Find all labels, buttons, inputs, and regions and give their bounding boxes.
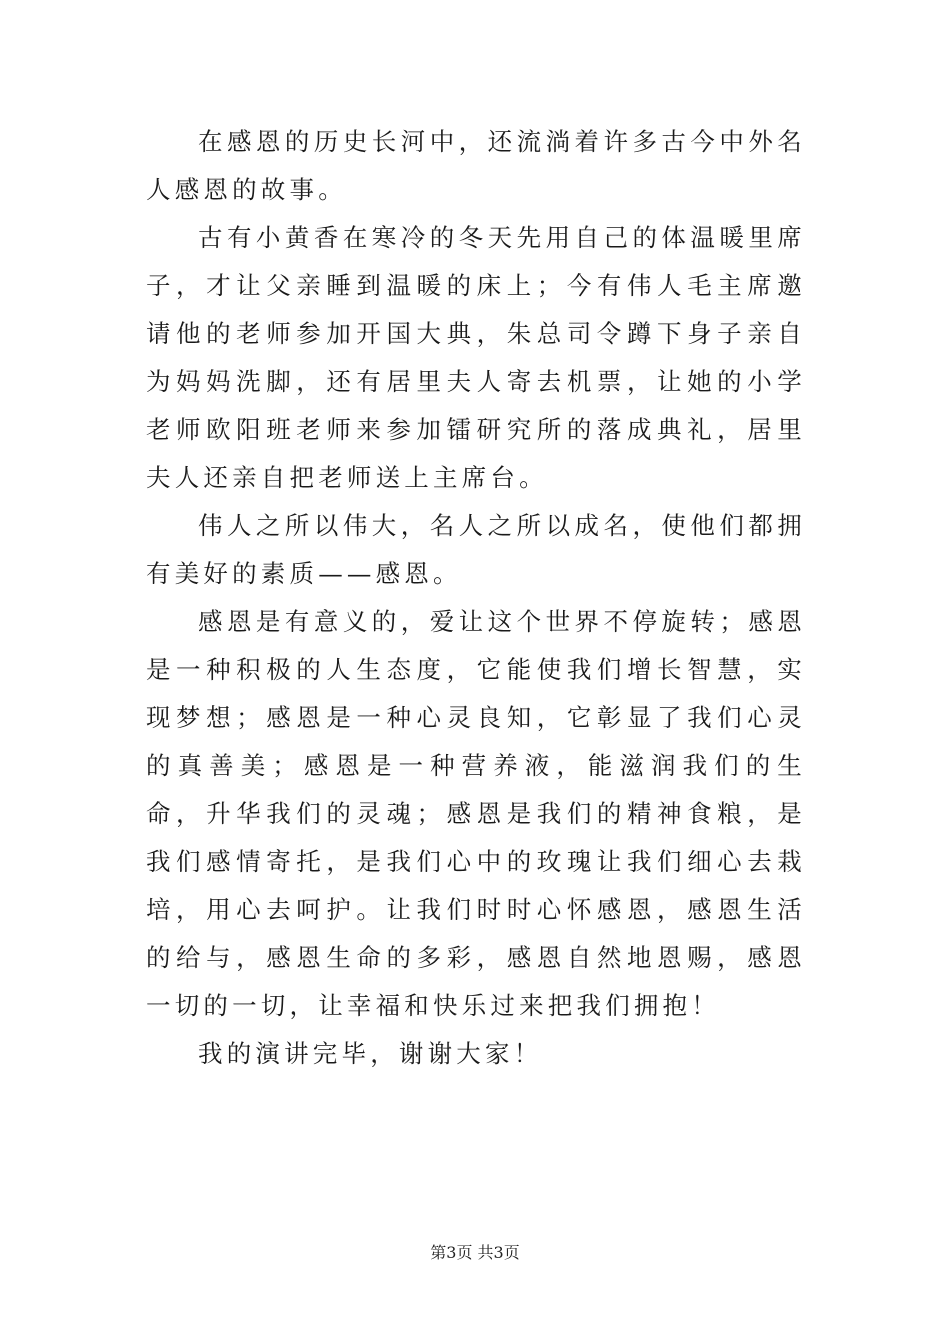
paragraph: 我的演讲完毕，谢谢大家！ (198, 1039, 543, 1068)
document-body (146, 118, 806, 1078)
paragraph: 伟人之所以伟大，名人之所以成名，使他们都拥有美好的素质——感恩。 (146, 511, 806, 588)
paragraph: 感恩是有意义的，爱让这个世界不停旋转；感恩是一种积极的人生态度，它能使我们增长智慧，实现梦想；感恩是一种心灵良知，它彰显了我们心灵的真善美；感恩是一种营养液，能滋润我们的生命，升华我们的灵魂；感恩是我们的精神食粮，是我们感情寄托，是我们心中的玫瑰让我们细心去栽培，用心去呵护。让我们时时心怀感恩，感恩生活的给与，感恩生命的多彩，感恩自然地恩赐，感恩一切的一切，让幸福和快乐过来把我们拥抱！ (146, 607, 806, 1020)
page-number-footer: 第3页 共3页 (430, 1243, 520, 1262)
paragraph: 古有小黄香在寒冷的冬天先用自己的体温暖里席子，才让父亲睡到温暖的床上；今有伟人毛主席邀请他的老师参加开国大典，朱总司令蹲下身子亲自为妈妈洗脚，还有居里夫人寄去机票，让她的小学老师欧阳班老师来参加镭研究所的落成典礼，居里夫人还亲自把老师送上主席台。 (146, 223, 806, 492)
paragraph: 在感恩的历史长河中，还流淌着许多古今中外名人感恩的故事。 (146, 127, 806, 204)
